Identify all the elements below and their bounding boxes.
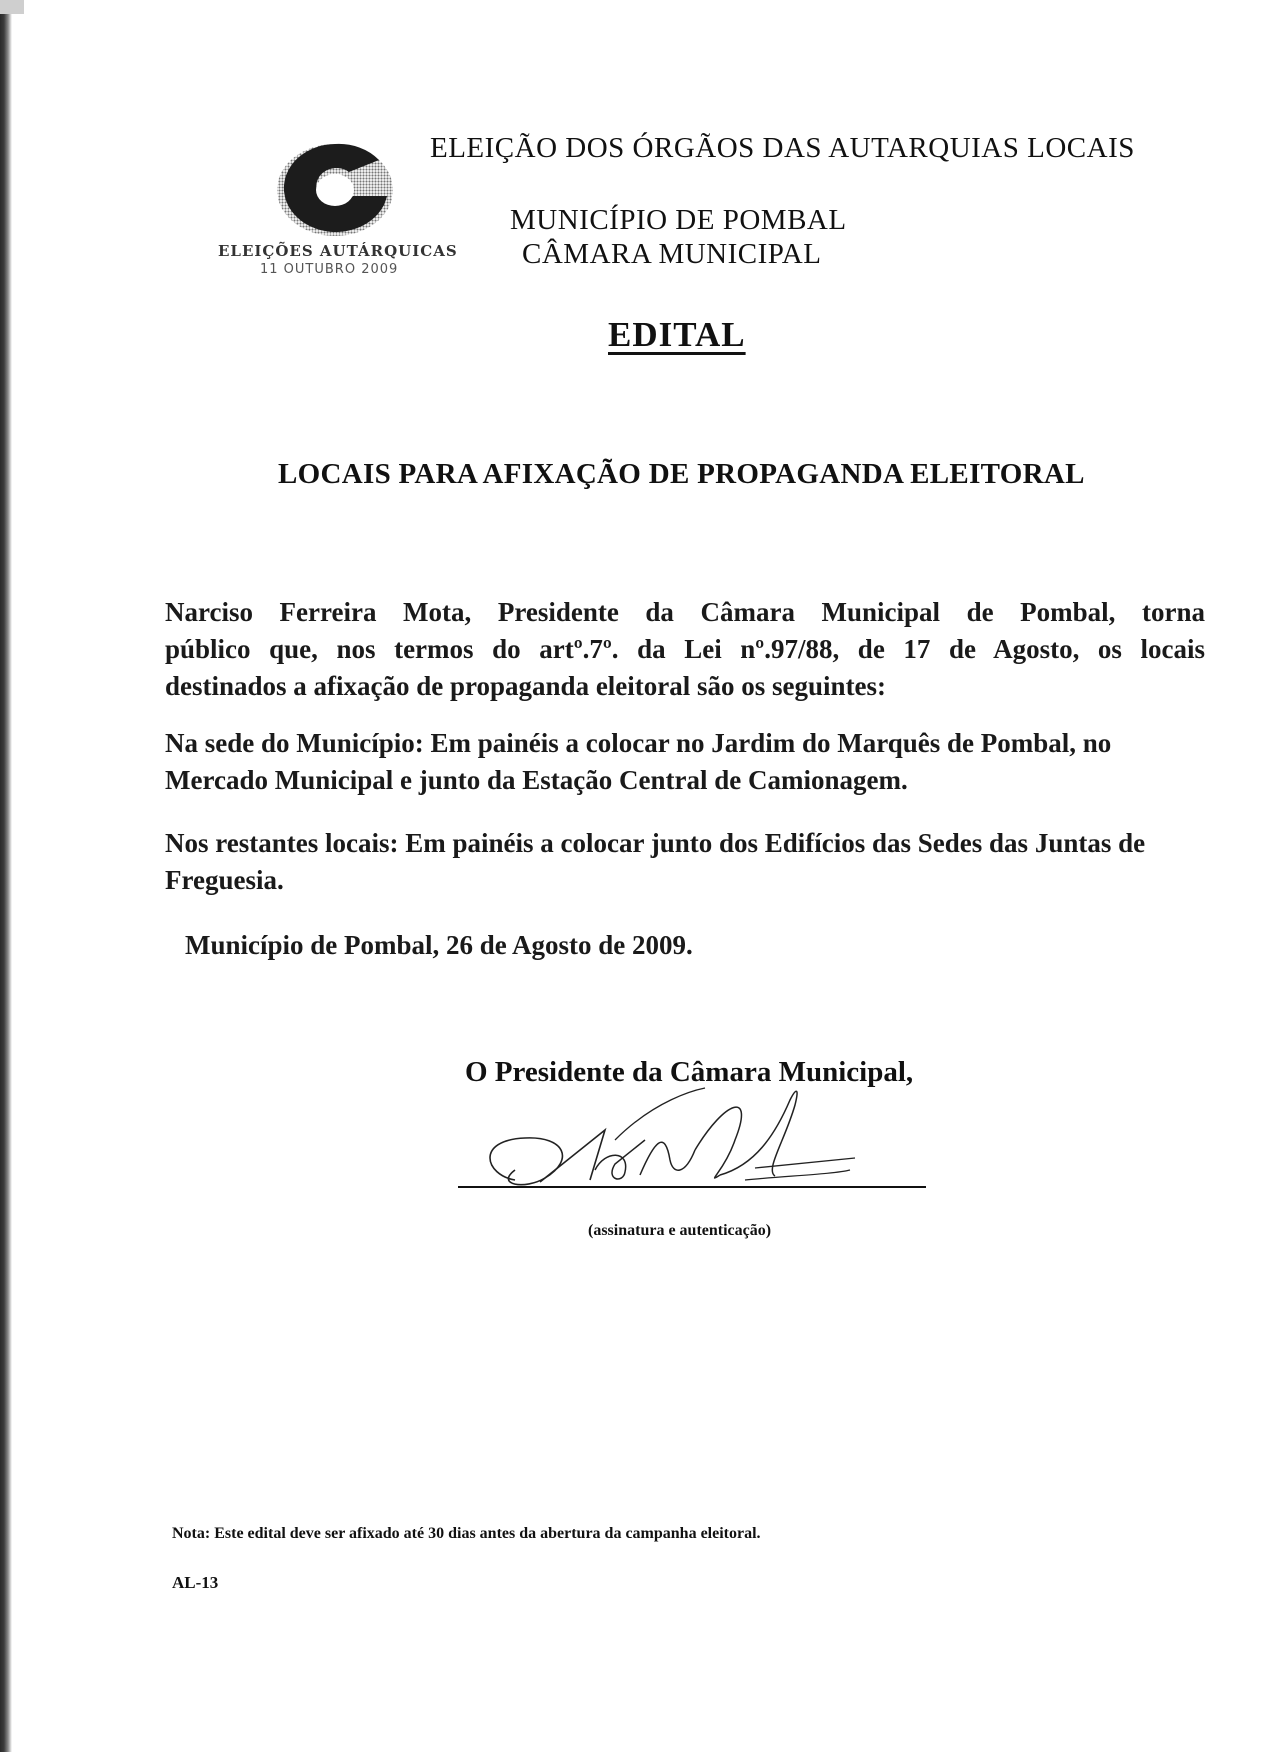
footer-note: Nota: Este edital deve ser afixado até 30 dias antes da abertura da campanha eleitoral. xyxy=(172,1525,761,1542)
scan-corner xyxy=(0,0,24,14)
document-title: EDITAL xyxy=(608,315,746,354)
paragraph-municipal-seat: Na sede do Município: Em painéis a colocar no Jardim do Marquês de Pombal, no Mercado Municipal e junto da Estação Central de Camionagem. xyxy=(165,728,1112,795)
paragraph-intro-line: público que, nos termos do artº.7º. da Lei nº.97/88, de 17 de Agosto, os locais xyxy=(165,634,1205,664)
signature-caption: (assinatura e autenticação) xyxy=(588,1222,772,1239)
paragraph-other-locations: Nos restantes locais: Em painéis a colocar junto dos Edifícios das Sedes das Juntas de Freguesia. xyxy=(165,828,1146,895)
paragraph-intro-line: destinados a afixação de propaganda eleitoral são os seguintes: xyxy=(165,671,887,701)
logo-text-elections: ELEIÇÕES AUTÁRQUICAS xyxy=(218,242,458,260)
header-election: ELEIÇÃO DOS ÓRGÃOS DAS AUTARQUIAS LOCAIS xyxy=(430,132,1135,164)
header-municipality: MUNICÍPIO DE POMBAL xyxy=(510,204,847,236)
signature-line xyxy=(458,1186,926,1188)
logo-text-date: 11 OUTUBRO 2009 xyxy=(260,262,399,277)
scan-edge xyxy=(0,0,12,1752)
handwritten-signature xyxy=(455,1080,935,1210)
elections-logo-icon xyxy=(275,138,395,238)
place-and-date: Município de Pombal, 26 de Agosto de 2009. xyxy=(185,930,693,960)
signer-title: O Presidente da Câmara Municipal, xyxy=(465,1056,914,1088)
form-code: AL-13 xyxy=(172,1573,219,1592)
document-subtitle: LOCAIS PARA AFIXAÇÃO DE PROPAGANDA ELEITORAL xyxy=(278,458,1085,490)
paragraph-intro xyxy=(165,594,1205,705)
header-chamber: CÂMARA MUNICIPAL xyxy=(522,238,822,270)
paragraph-intro-line: Narciso Ferreira Mota, Presidente da Câmara Municipal de Pombal, torna xyxy=(165,597,1205,627)
